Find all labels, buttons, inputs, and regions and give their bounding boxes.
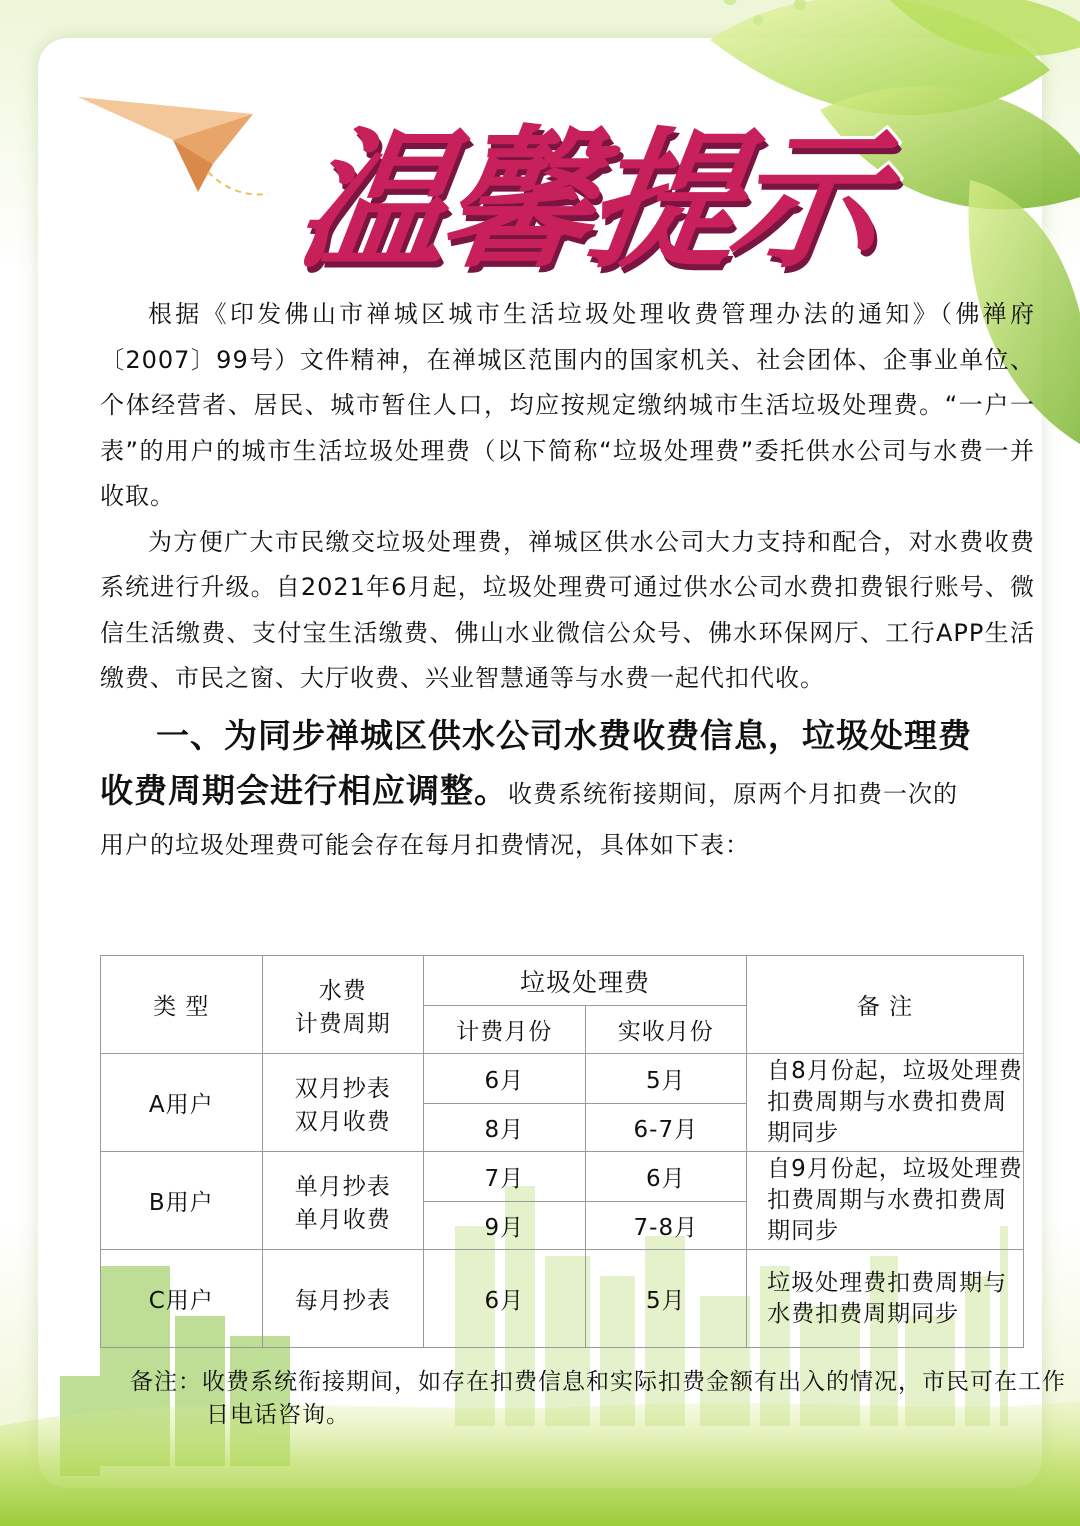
row-b-type: B用户 (101, 1152, 263, 1250)
main-content (100, 292, 1035, 868)
row-b-collect-1: 6月 (585, 1152, 747, 1202)
row-a-cycle-1: 双月抄表 (294, 1075, 391, 1102)
section-1-body-inline: 收费系统衔接期间，原两个月扣费一次的 (508, 779, 958, 808)
header-water-cycle-1: 水费 (318, 977, 367, 1004)
table-row (101, 1054, 1024, 1104)
row-a-collect-1: 5月 (585, 1054, 747, 1104)
row-b-billing-2: 9月 (424, 1202, 586, 1250)
section-1-heading-line2: 收费周期会进行相应调整。 (100, 770, 508, 810)
row-c-collect-1: 5月 (585, 1250, 747, 1348)
section-1 (100, 708, 1035, 868)
fee-table (100, 955, 1024, 1348)
page-title: 温馨提示 (287, 113, 889, 289)
table-row (101, 1250, 1024, 1348)
paragraph-1: 根据《印发佛山市禅城区城市生活垃圾处理收费管理办法的通知》（佛禅府〔2007〕99号）文件精神，在禅城区范围内的国家机关、社会团体、企事业单位、个体经营者、居民、城市暂住人口，均应按规定缴纳城市生活垃圾处理费。“一户一表”的用户的城市生活垃圾处理费（以下简称“垃圾处理费”委托供水公司与水费一并收取。 (100, 300, 1035, 510)
header-type: 类 型 (101, 956, 263, 1054)
row-b-cycle-2: 单月收费 (294, 1206, 391, 1233)
row-c-remark: 垃圾处理费扣费周期与水费扣费周期同步 (747, 1250, 1024, 1348)
paragraph-2: 为方便广大市民缴交垃圾处理费，禅城区供水公司大力支持和配合，对水费收费系统进行升级。自2021年6月起，垃圾处理费可通过供水公司水费扣费银行账号、微信生活缴费、支付宝生活缴费、佛山水业微信公众号、佛水环保网厅、工行APP生活缴费、市民之窗、大厅收费、兴业智慧通等与水费一起代扣代收。 (100, 527, 1035, 692)
header-garbage-fee: 垃圾处理费 (424, 956, 747, 1006)
title-banner (240, 70, 940, 289)
section-1-body-line: 用户的垃圾处理费可能会存在每月扣费情况，具体如下表： (100, 830, 750, 859)
row-c-cycle-1: 每月抄表 (262, 1250, 424, 1348)
row-b-billing-1: 7月 (424, 1152, 586, 1202)
section-1-heading-line1: 一、为同步禅城区供水公司水费收费信息，垃圾处理费 (156, 715, 972, 755)
row-a-billing-1: 6月 (424, 1054, 586, 1104)
row-b-cycle (262, 1152, 424, 1250)
header-remark: 备 注 (747, 956, 1024, 1054)
row-a-remark: 自8月份起，垃圾处理费扣费周期与水费扣费周期同步 (747, 1054, 1024, 1152)
row-a-collect-2: 6-7月 (585, 1104, 747, 1152)
section-1-line2 (100, 763, 1035, 822)
row-a-billing-2: 8月 (424, 1104, 586, 1152)
footer-note: 备注：收费系统衔接期间，如存在扣费信息和实际扣费金额有出入的情况，市民可在工作日电话咨询。 (130, 1369, 1066, 1428)
row-a-cycle (262, 1054, 424, 1152)
row-b-collect-2: 7-8月 (585, 1202, 747, 1250)
row-b-cycle-1: 单月抄表 (294, 1173, 391, 1200)
row-b-remark: 自9月份起，垃圾处理费扣费周期与水费扣费周期同步 (747, 1152, 1024, 1250)
header-water-cycle (262, 956, 424, 1054)
row-c-billing-1: 6月 (424, 1250, 586, 1348)
row-a-type: A用户 (101, 1054, 263, 1152)
header-water-cycle-2: 计费周期 (294, 1010, 391, 1037)
row-a-cycle-2: 双月收费 (294, 1108, 391, 1135)
row-c-type: C用户 (101, 1250, 263, 1348)
table-row (101, 1152, 1024, 1202)
header-billing-month: 计费月份 (424, 1006, 586, 1054)
header-collect-month: 实收月份 (585, 1006, 747, 1054)
